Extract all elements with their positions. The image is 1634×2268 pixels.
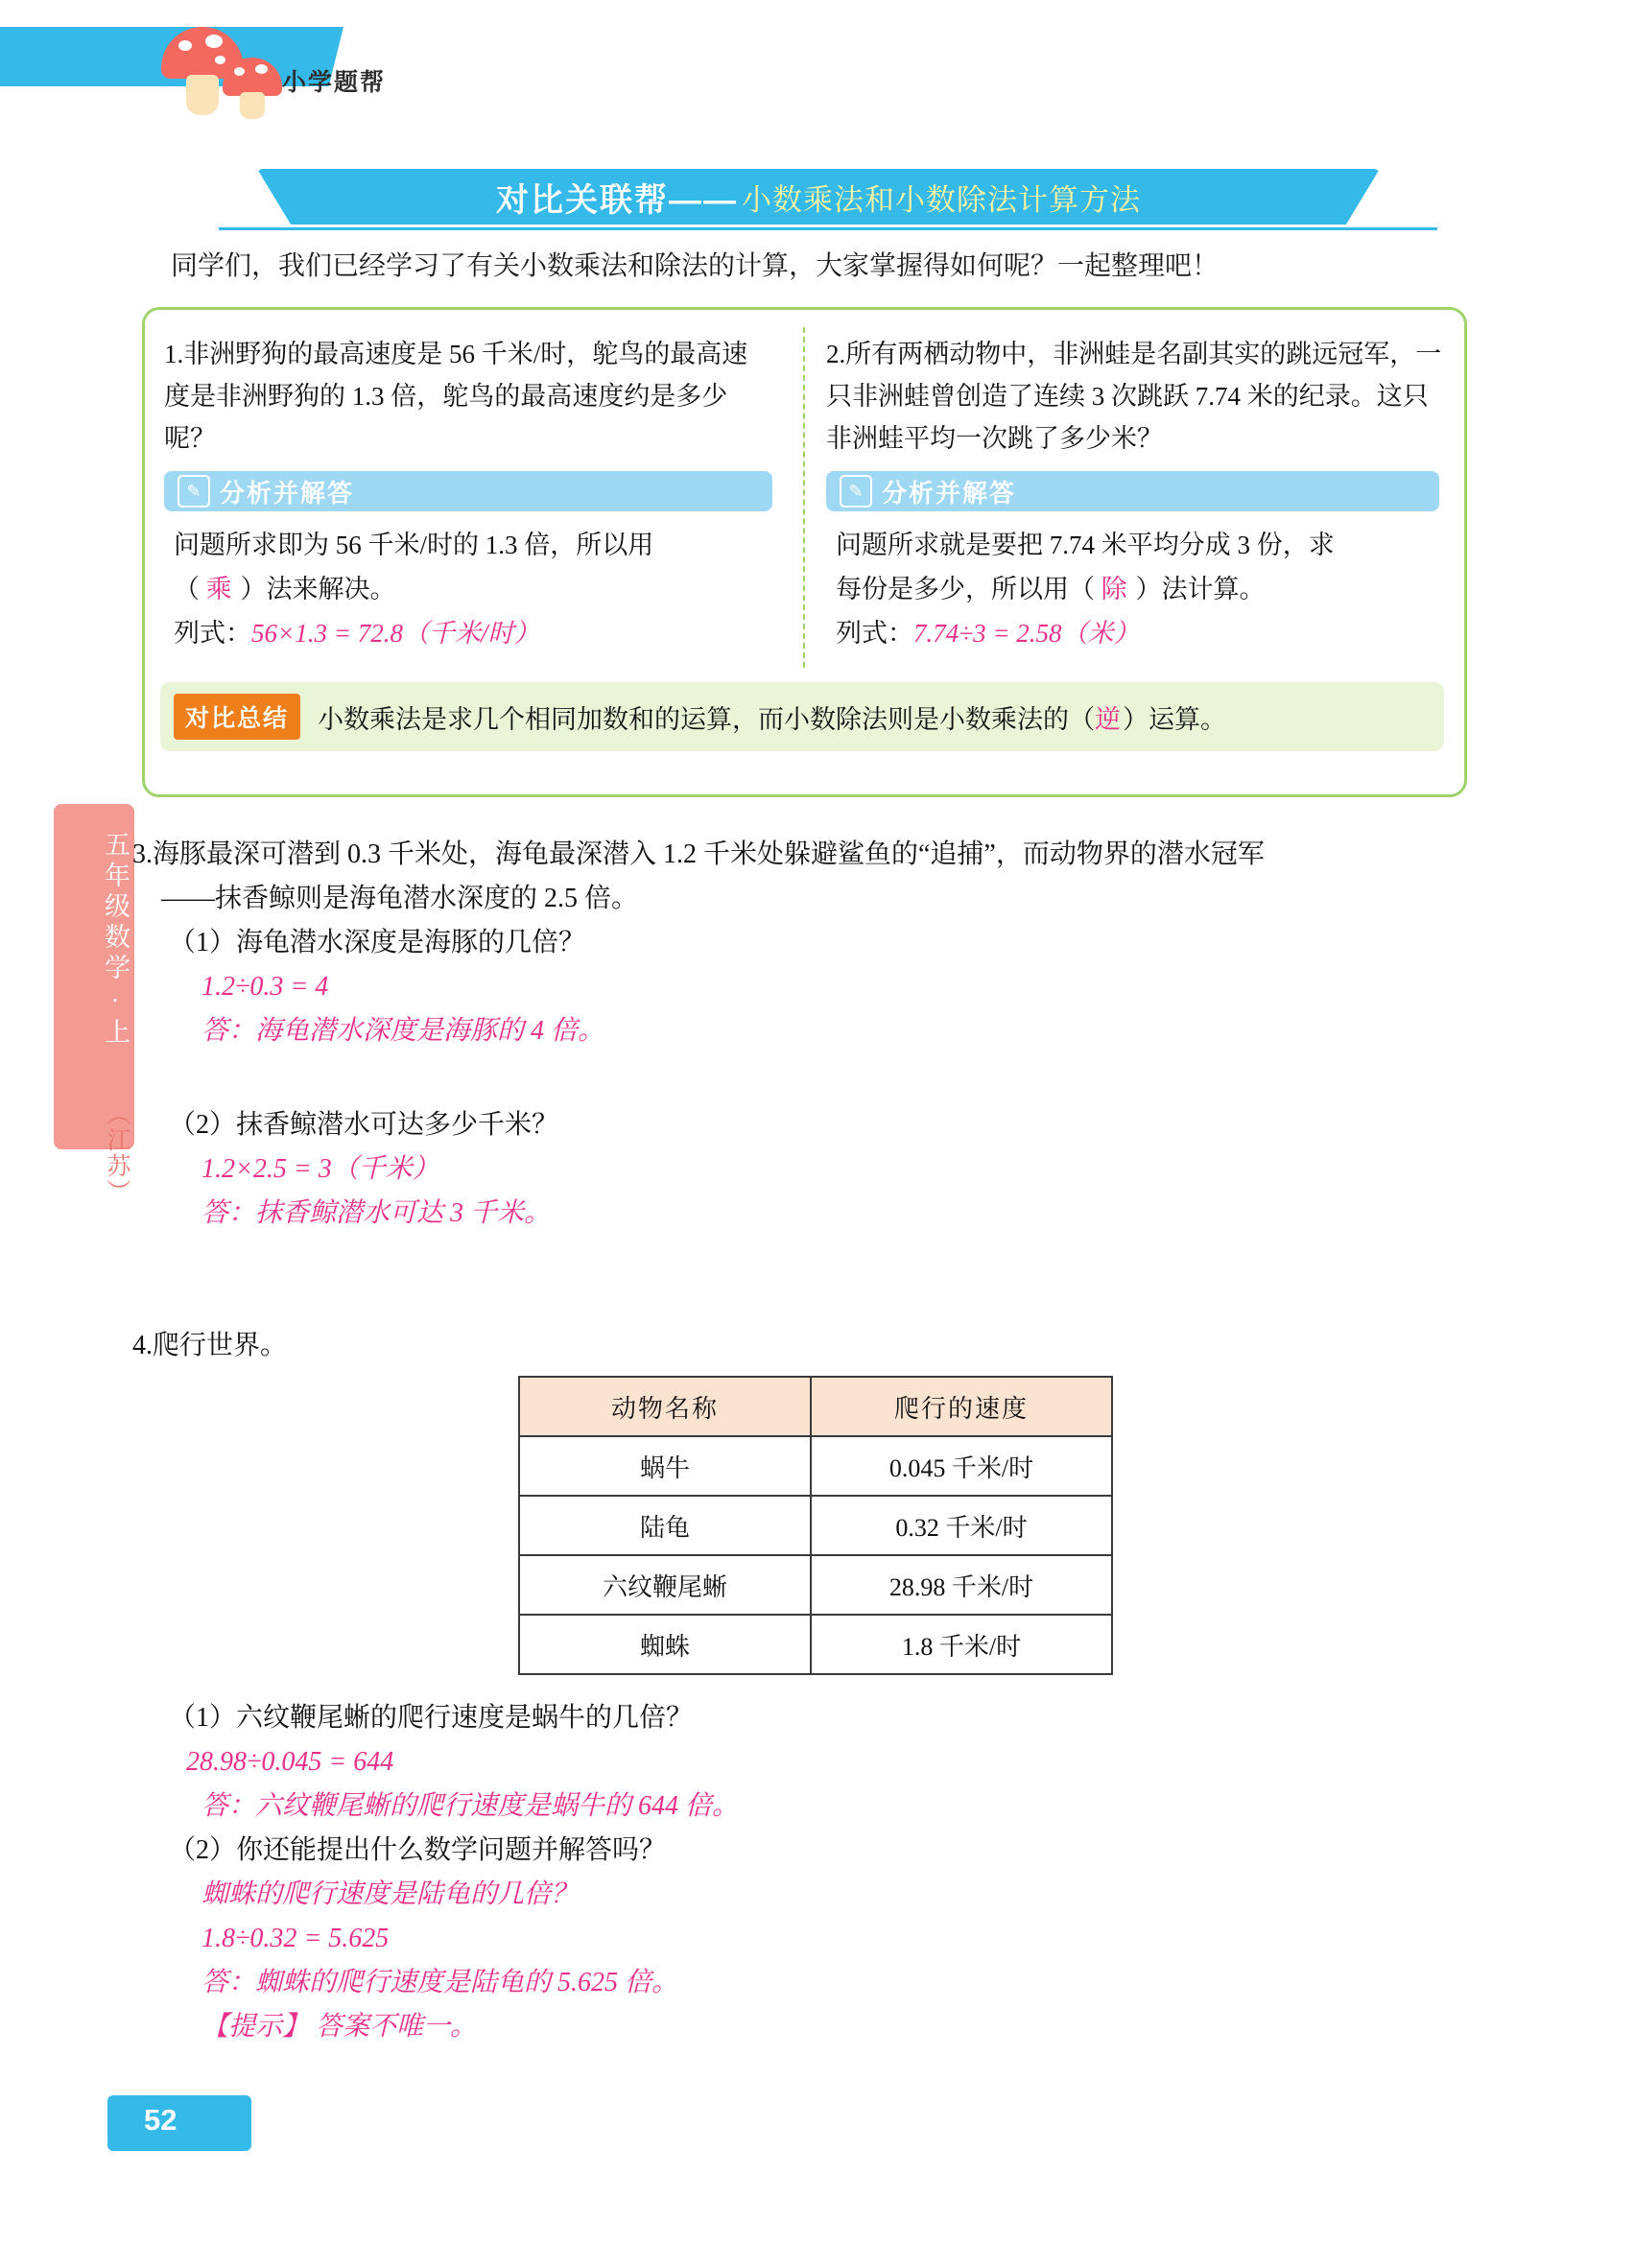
solution-2-line-1: 问题所求就是要把 7.74 米平均分成 3 份，求 xyxy=(836,531,1335,559)
problem-4-q2-self-question: 蜘蛛的爬行速度是陆龟的几倍？ xyxy=(201,1879,579,1909)
solution-1-expr-label: 列式： xyxy=(174,619,251,648)
mushroom-large-stem xyxy=(186,75,219,115)
banner-title-main: 对比关联帮—— xyxy=(496,181,738,219)
banner-underline xyxy=(219,227,1437,230)
logo-text: 小学题帮 xyxy=(282,69,387,96)
spacer xyxy=(132,1053,1466,1103)
problem-3-q1: （1）海龟潜水深度是海豚的几倍？ xyxy=(169,928,586,957)
table-cell-animal: 六纹鞭尾蜥 xyxy=(519,1555,811,1615)
table-header-row xyxy=(519,1377,1112,1436)
sidebar-grade-label: 五年级数学·上 xyxy=(101,831,130,1049)
problem-3-stem-line-1: 3.海豚最深可潜到 0.3 千米处，海龟最深潜入 1.2 千米处躲避鲨鱼的“追捕”，而动物界的潜水冠军 xyxy=(132,839,1265,869)
solution-1-line-2 xyxy=(174,567,769,611)
crawl-speed-table xyxy=(518,1376,1113,1675)
banner-title-sub: 小数乘法和小数除法计算方法 xyxy=(742,182,1141,217)
intro-paragraph: 同学们，我们已经学习了有关小数乘法和除法的计算，大家掌握得如何呢？一起整理吧！ xyxy=(171,251,1220,281)
solution-1-blank-post: ）法来解决。 xyxy=(240,575,396,603)
problem-3-q2: （2）抹香鲸潜水可达多少千米？ xyxy=(169,1110,559,1140)
problem-4-q2: （2）你还能提出什么数学问题并解答吗？ xyxy=(169,1835,667,1865)
problem-3 xyxy=(132,833,1466,1236)
problem-4-q2-answer: 答：蜘蛛的爬行速度是陆龟的 5.625 倍。 xyxy=(201,1968,679,1997)
table-cell-speed: 0.32 千米/时 xyxy=(811,1496,1112,1555)
solution-2-line-3 xyxy=(836,611,1435,655)
table-header-animal: 动物名称 xyxy=(519,1377,811,1436)
banner-text-wrap xyxy=(257,169,1380,224)
problem-4-answers xyxy=(132,1696,1466,2049)
solution-1-blank-answer: 乘 xyxy=(205,575,234,603)
pencil-icon: ✎ xyxy=(178,475,210,508)
page-header xyxy=(0,0,1634,125)
problem-4-q1: （1）六纹鞭尾蜥的爬行速度是蜗牛的几倍？ xyxy=(169,1703,694,1733)
problem-3-q1-expression: 1.2÷0.3 = 4 xyxy=(201,972,329,1002)
page-number-badge xyxy=(107,2095,251,2151)
problem-4-q2-expression: 1.8÷0.32 = 5.625 xyxy=(201,1924,390,1953)
table-cell-animal: 陆龟 xyxy=(519,1496,811,1555)
table-row xyxy=(519,1436,1112,1496)
analysis-label-2: 分析并解答 xyxy=(882,478,1017,508)
page-number: 52 xyxy=(144,2103,178,2137)
solution-2-line-2 xyxy=(836,567,1435,611)
problem-3-stem-line-2: ——抹香鲸则是海龟潜水深度的 2.5 倍。 xyxy=(161,884,639,913)
summary-blank-answer: 逆 xyxy=(1095,704,1124,734)
problem-4-hint: 【提示】 答案不唯一。 xyxy=(201,2012,478,2042)
problem-4-q1-expression: 28.98÷0.045 = 644 xyxy=(186,1747,394,1777)
sidebar-region-label: （江苏） xyxy=(104,1101,130,1205)
solution-2-blank-post: ）法计算。 xyxy=(1135,575,1266,603)
summary-row xyxy=(160,682,1444,751)
pencil-icon: ✎ xyxy=(840,475,872,508)
comparison-box xyxy=(142,307,1467,797)
analysis-label-1: 分析并解答 xyxy=(220,478,355,508)
sidebar-grade-tab xyxy=(54,804,134,1149)
solution-2 xyxy=(836,523,1435,655)
problem-4-q1-answer: 答：六纹鞭尾蜥的爬行速度是蜗牛的 644 倍。 xyxy=(201,1791,740,1821)
solution-1 xyxy=(174,523,769,655)
solution-1-expression: 56×1.3 = 72.8（千米/时） xyxy=(251,619,540,648)
section-banner xyxy=(219,169,1437,232)
table-row xyxy=(519,1555,1112,1615)
table-cell-speed: 1.8 千米/时 xyxy=(811,1615,1112,1674)
problem-3-q1-answer: 答：海龟潜水深度是海豚的 4 倍。 xyxy=(201,1016,605,1046)
summary-tag: 对比总结 xyxy=(174,694,300,740)
summary-text-pre: 小数乘法是求几个相同加数和的运算，而小数除法则是小数乘法的（ xyxy=(318,704,1096,734)
mushroom-small-stem xyxy=(240,92,265,119)
solution-2-expression: 7.74÷3 = 2.58（米） xyxy=(913,619,1140,648)
summary-text xyxy=(318,698,1226,736)
problem-3-q2-expression: 1.2×2.5 = 3（千米） xyxy=(201,1154,439,1184)
table-cell-animal: 蜘蛛 xyxy=(519,1615,811,1674)
logo xyxy=(154,21,403,107)
solution-2-expr-label: 列式： xyxy=(836,619,913,648)
summary-text-post: ）运算。 xyxy=(1123,704,1227,734)
question-2-text: 2.所有两栖动物中，非洲蛙是名副其实的跳远冠军，一只非洲蛙曾创造了连续 3 次跳跃 7.74 米的纪录。这只非洲蛙平均一次跳了多少米？ xyxy=(826,340,1442,453)
analysis-header-1 xyxy=(164,471,772,511)
question-1-text: 1.非洲野狗的最高速度是 56 千米/时，鸵鸟的最高速度是非洲野狗的 1.3 倍，鸵鸟的最高速度约是多少呢？ xyxy=(164,340,748,453)
solution-2-blank-answer: 除 xyxy=(1101,575,1129,603)
problem-4-stem: 4.爬行世界。 xyxy=(132,1331,288,1360)
problem-3-q2-answer: 答：抹香鲸潜水可达 3 千米。 xyxy=(201,1198,552,1228)
table-row xyxy=(519,1615,1112,1674)
table-cell-animal: 蜗牛 xyxy=(519,1436,811,1496)
table-cell-speed: 0.045 千米/时 xyxy=(811,1436,1112,1496)
solution-2-blank-pre: 每份是多少，所以用（ xyxy=(836,575,1095,603)
analysis-header-2 xyxy=(826,471,1439,511)
table-header-speed: 爬行的速度 xyxy=(811,1377,1112,1436)
solution-1-line-1: 问题所求即为 56 千米/时的 1.3 倍，所以用 xyxy=(174,531,654,559)
table-row xyxy=(519,1496,1112,1555)
box-vertical-divider xyxy=(803,327,805,668)
table-cell-speed: 28.98 千米/时 xyxy=(811,1555,1112,1615)
solution-1-line-3 xyxy=(174,611,769,655)
solution-1-blank-pre: （ xyxy=(174,575,200,603)
